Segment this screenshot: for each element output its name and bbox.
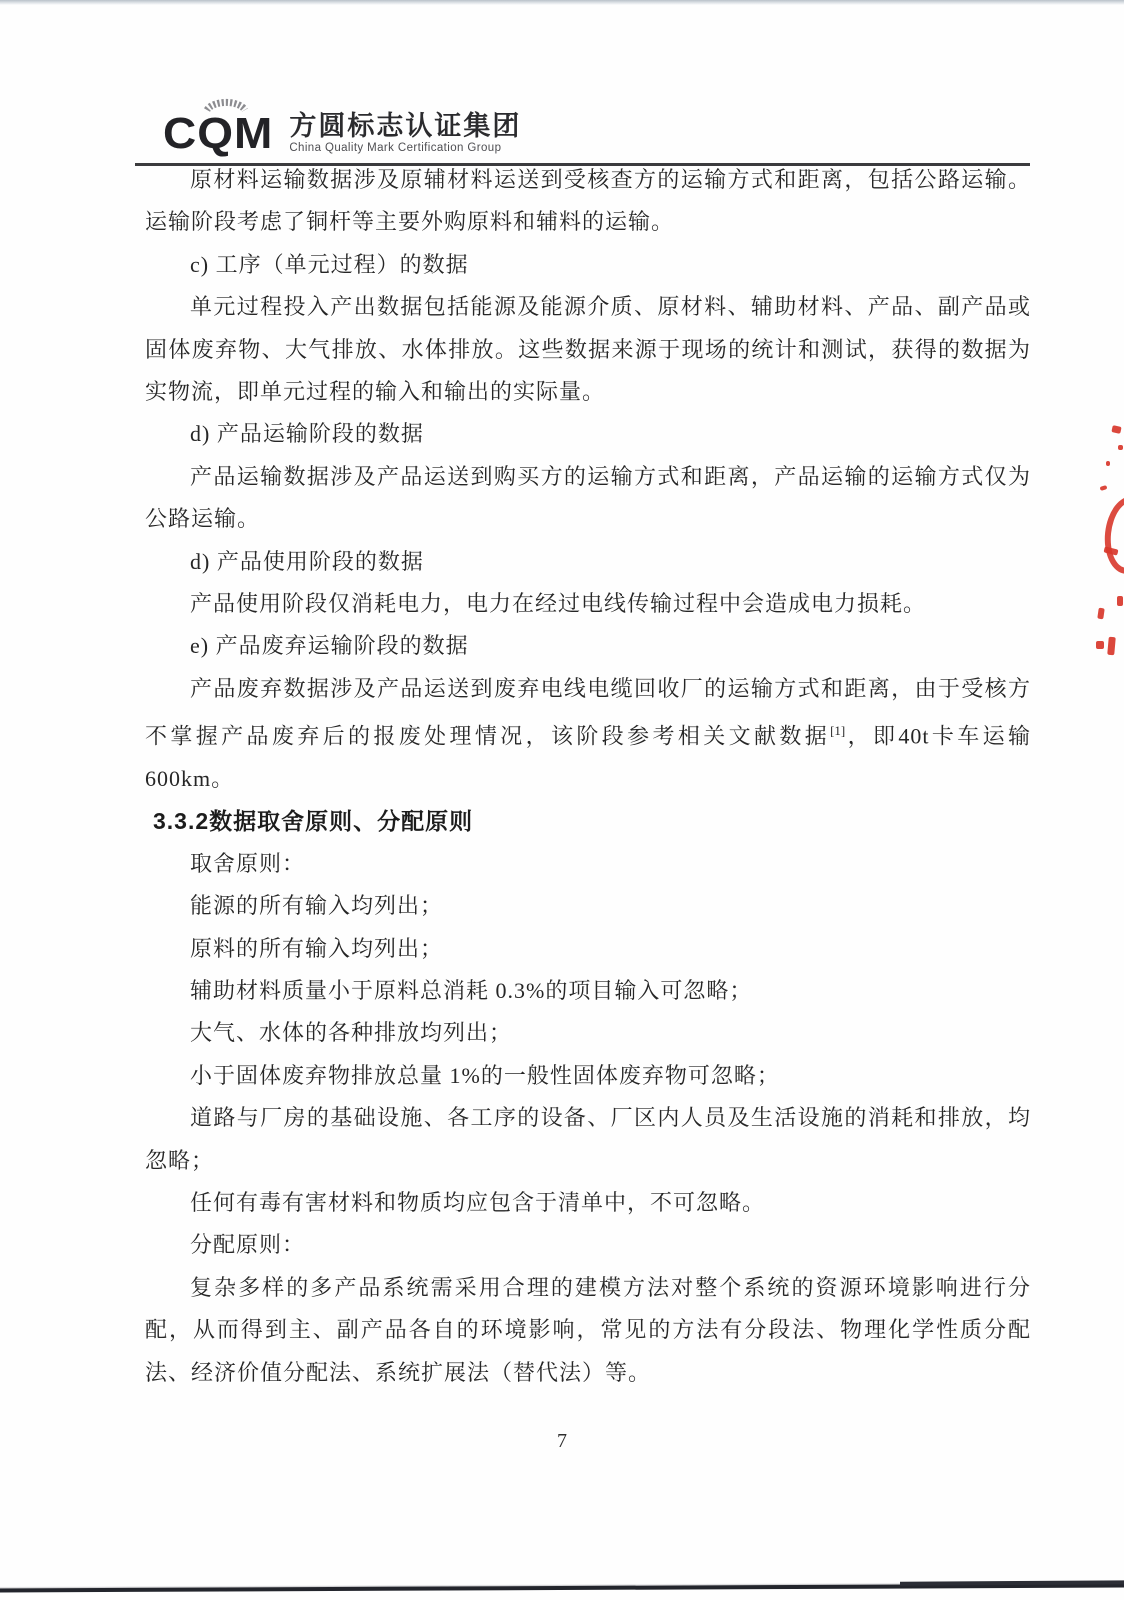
paragraph-raw-material-transport: 原材料运输数据涉及原辅材料运送到受核查方的运输方式和距离，包括公路运输。运输阶段考虑了铜杆等主要外购原料和辅料的运输。 [145, 167, 1031, 235]
paragraph-product-use-data: 产品使用阶段仅消耗电力，电力在经过电线传输过程中会造成电力损耗。 [190, 591, 927, 617]
paragraph-allocation-principle-label: 分配原则： [190, 1232, 306, 1258]
paragraph-unit-process-data: 单元过程投入产出数据包括能源及能源介质、原材料、辅助材料、产品、副产品或固体废弃物、大气排放、水体排放。这些数据来源于现场的统计和测试，获得的数据为实物流，即单元过程的输入和输出的实际量。 [145, 294, 1031, 405]
logo-names [289, 112, 521, 156]
paragraph-product-transport-data: 产品运输数据涉及产品运送到购买方的运输方式和距离，产品运输的运输方式仅为公路运输。 [145, 463, 1031, 532]
logo-cqm-text: CQM [163, 108, 274, 158]
seal-fragment [1096, 641, 1104, 649]
paragraph-energy-inputs: 能源的所有输入均列出； [190, 893, 444, 919]
list-item-e-disposal-transport: e) 产品废弃运输阶段的数据 [190, 633, 469, 659]
document-body [145, 159, 1031, 1394]
page-number: 7 [557, 1430, 567, 1452]
paragraph-text: ，即40t卡车运输600km。 [145, 723, 1031, 792]
seal-fragment [1097, 608, 1104, 620]
paragraph-toxic-materials: 任何有毒有害材料和物质均应包含于清单中，不可忽略。 [190, 1190, 766, 1216]
seal-fragment [1107, 637, 1116, 656]
seal-fragment-arc [1101, 494, 1124, 577]
paragraph-cutoff-principle-label: 取舍原则： [190, 850, 306, 876]
section-heading-3-3-2: 3.3.2数据取舍原则、分配原则 [153, 808, 474, 835]
paragraph-solid-waste-threshold: 小于固体废弃物排放总量 1%的一般性固体废弃物可忽略； [190, 1062, 780, 1088]
list-item-d-product-transport: d) 产品运输阶段的数据 [190, 421, 424, 447]
paragraph-allocation-methods: 复杂多样的多产品系统需采用合理的建模方法对整个系统的资源环境影响进行分配，从而得到主、副产品各自的环境影响，常见的方法有分段法、物理化学性质分配法、经济价值分配法、系统扩展法（替代法）等。 [145, 1274, 1031, 1385]
seal-fragment [1117, 596, 1123, 606]
seal-fragment [1111, 425, 1121, 434]
seal-fragment [1100, 485, 1108, 491]
paragraph-infrastructure-ignored: 道路与厂房的基础设施、各工序的设备、厂区内人员及生活设施的消耗和排放，均忽略； [145, 1105, 1031, 1173]
paragraph-text: 产品废弃数据涉及产品运送到废弃电线电缆回收厂的运输方式和距离，由于受核方不掌握产品废弃后的报废处理情况，该阶段参考相关文献数据 [145, 675, 1031, 749]
paragraph-auxiliary-threshold: 辅助材料质量小于原料总消耗 0.3%的项目输入可忽略； [190, 978, 753, 1004]
paragraph-material-inputs: 原料的所有输入均列出； [190, 935, 444, 961]
seal-fragment [1106, 461, 1110, 466]
cqm-logo [163, 98, 521, 156]
logo-en-name: China Quality Mark Certification Group [289, 142, 502, 154]
seal-fragment [1118, 445, 1123, 450]
paragraph-disposal-transport-data [145, 668, 1031, 801]
logo-cn-name: 方圆标志认证集团 [289, 111, 522, 141]
list-item-d-product-use: d) 产品使用阶段的数据 [190, 548, 424, 574]
scan-top-edge [0, 0, 1124, 5]
list-item-c-process-data: c) 工序（单元过程）的数据 [190, 251, 469, 277]
citation-ref: [1] [830, 723, 846, 739]
paragraph-emissions-listed: 大气、水体的各种排放均列出； [190, 1020, 513, 1046]
